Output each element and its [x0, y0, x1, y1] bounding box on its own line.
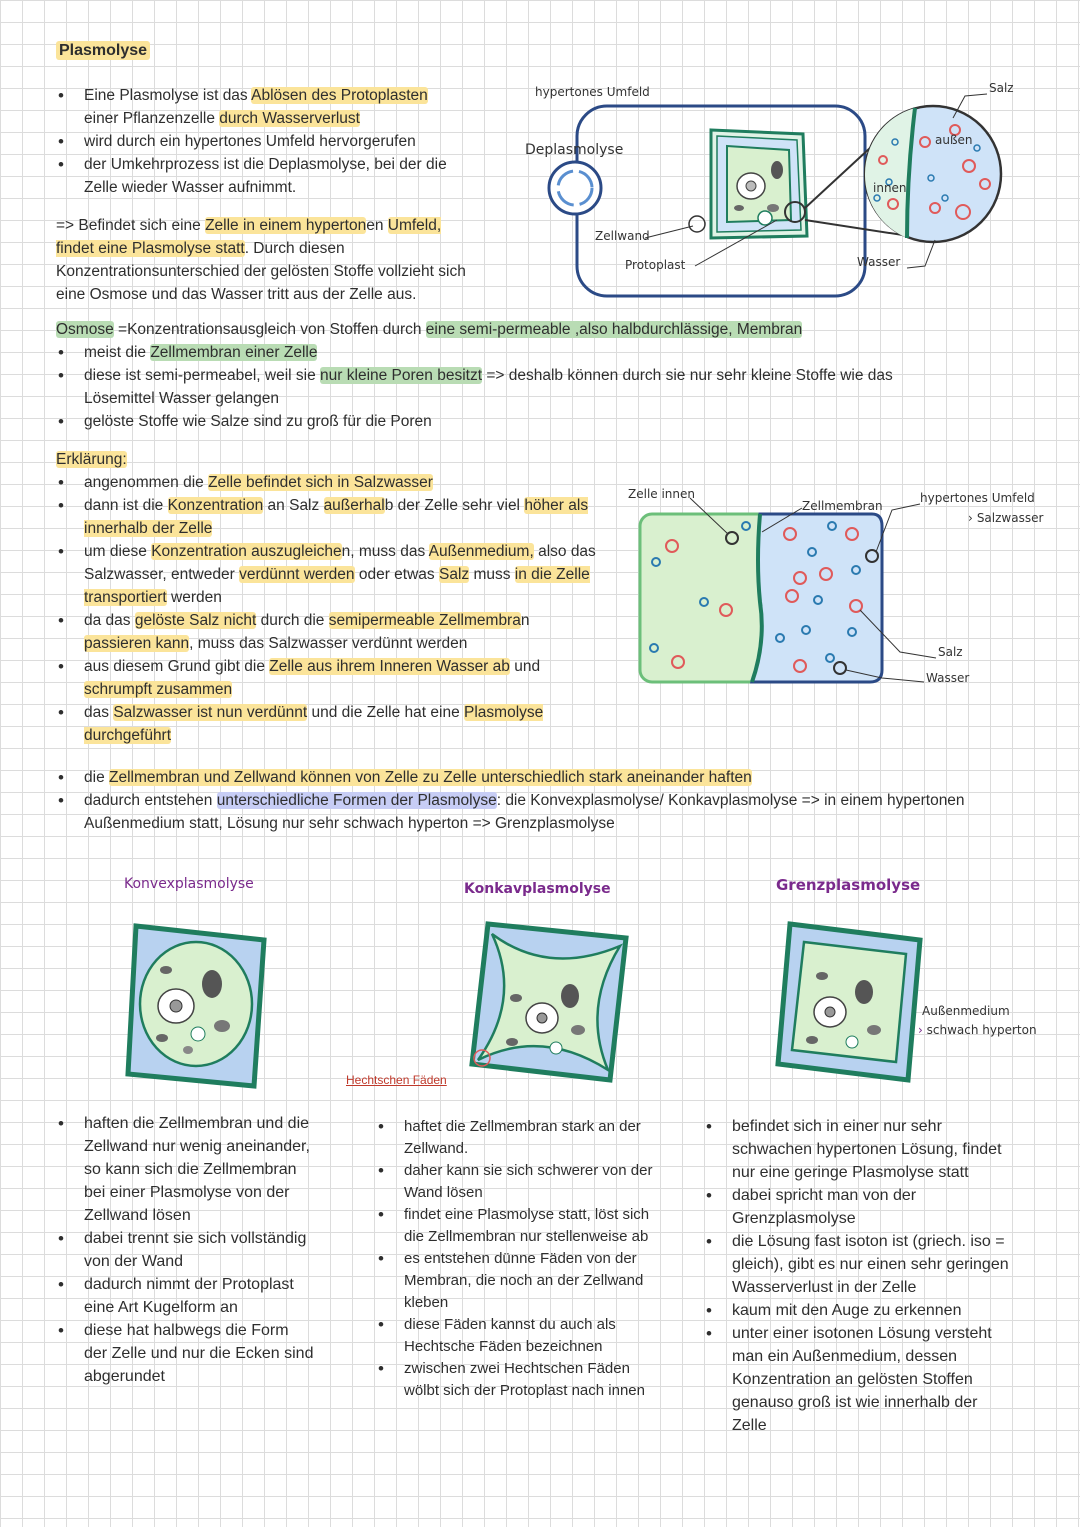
title-grenz: Grenzplasmolyse	[776, 876, 921, 894]
label-protoplast: Protoplast	[625, 258, 686, 272]
label-wasser-2: Wasser	[926, 671, 970, 685]
label-salz: Salz	[989, 81, 1014, 95]
konkav-item: • daher kann sie sich schwerer von der Wand lösen	[376, 1160, 656, 1204]
label-schwach-hyperton: › schwach hyperton	[918, 1023, 1037, 1037]
label-hechtschen-faeden: Hechtschen Fäden	[346, 1073, 447, 1087]
magnified-membrane-view	[865, 106, 1001, 242]
plant-cell	[689, 130, 807, 238]
konkav-item: • diese Fäden kannst du auch als Hechtsche Fäden bezeichnen	[376, 1314, 656, 1358]
konvex-item: • dadurch nimmt der Protoplast eine Art Kugelform an	[56, 1273, 316, 1319]
konvex-cell	[118, 910, 278, 1100]
cycle-arrows-icon	[549, 162, 601, 214]
osmose-item: • meist die Zellmembran einer Zelle	[56, 341, 956, 364]
label-zellmembran: Zellmembran	[802, 499, 883, 513]
erklaerung-item: • da das gelöste Salz nicht durch die semipermeable Zellmembran passieren kann, muss das Salzwasser verdünnt werden	[56, 609, 596, 655]
membrane-diagram	[620, 482, 1060, 692]
title-konkav: Konkavplasmolyse	[464, 881, 611, 897]
osmose-item: • gelöste Stoffe wie Salze sind zu groß für die Poren	[56, 410, 956, 433]
label-zelle-innen: Zelle innen	[628, 487, 696, 501]
intro-item: • der Umkehrprozess ist die Deplasmolyse, bei der die Zelle wieder Wasser aufnimmt.	[56, 153, 456, 199]
intro-conclusion: => Befindet sich eine Zelle in einem hypertonen Umfeld, findet eine Plasmolyse statt. Durch diesen Konzentrationsunterschied der gelösten Stoffe vollzieht sich eine Osmose und das Wasser tritt aus der Zelle aus.	[56, 217, 466, 303]
grenz-cell	[768, 912, 930, 1090]
erklaerung-item: • aus diesem Grund gibt die Zelle aus ihrem Inneren Wasser ab und schrumpft zusammen	[56, 655, 596, 701]
intro-item: • Eine Plasmolyse ist das Ablösen des Protoplasten einer Pflanzenzelle durch Wasserverlust	[56, 84, 456, 130]
grenz-item: • befindet sich in einer nur sehr schwachen hypertonen Lösung, findet nur eine geringe Plasmolyse statt	[704, 1115, 1014, 1184]
chevron-right-icon: ›	[918, 1023, 923, 1037]
label-wasser: Wasser	[857, 255, 901, 269]
erklaerung-item: • angenommen die Zelle befindet sich in Salzwasser	[56, 471, 596, 494]
label-zellwand: Zellwand	[595, 229, 650, 243]
forms-item: • dadurch entstehen unterschiedliche Formen der Plasmolyse: die Konvexplasmolyse/ Konkavplasmolyse => in einem hypertonen Außenmedium statt, Lösung nur sehr schwach hyperton => Grenzplasmolyse	[56, 789, 1016, 835]
label-hypertones-umfeld: hypertones Umfeld	[535, 85, 650, 99]
erklaerung-list	[56, 471, 596, 747]
label-hypertones-umfeld-2: hypertones Umfeld	[920, 491, 1035, 505]
label-aussenmedium: Außenmedium	[922, 1004, 1010, 1018]
osmose-item: • diese ist semi-permeabel, weil sie nur kleine Poren besitzt => deshalb können durch sie nur sehr kleine Stoffe wie das Lösemittel Wasser gelangen	[56, 364, 956, 410]
konkav-item: • zwischen zwei Hechtschen Fäden wölbt sich der Protoplast nach innen	[376, 1358, 656, 1402]
grenz-list	[704, 1115, 1014, 1437]
osmose-definition: Osmose =Konzentrationsausgleich von Stoffen durch eine semi-permeable ,also halbdurchlässige, Membran	[56, 321, 803, 338]
osmose-list	[56, 341, 956, 433]
forms-list	[56, 766, 1016, 835]
intro-item: • wird durch ein hypertones Umfeld hervorgerufen	[56, 130, 456, 153]
konkav-cell	[462, 912, 642, 1090]
grenz-item: • unter einer isotonen Lösung versteht man ein Außenmedium, dessen Konzentration an gelösten Stoffen genauso groß ist wie innerhalb der Zelle	[704, 1322, 1014, 1437]
konkav-list	[376, 1116, 656, 1402]
konkav-item: • es entstehen dünne Fäden von der Membran, die noch an der Zellwand kleben	[376, 1248, 656, 1314]
grenz-item: • kaum mit den Auge zu erkennen	[704, 1299, 1014, 1322]
konvex-item: • dabei trennt sie sich vollständig von der Wand	[56, 1227, 316, 1273]
plasmolysis-diagram-cell	[515, 78, 1065, 310]
label-aussen: außen	[935, 133, 973, 147]
erklaerung-item: • das Salzwasser ist nun verdünnt und die Zelle hat eine Plasmolyse durchgeführt	[56, 701, 596, 747]
label-salz-2: Salz	[938, 645, 963, 659]
erklaerung-title: Erklärung:	[56, 451, 127, 468]
forms-item: • die Zellmembran und Zellwand können von Zelle zu Zelle unterschiedlich stark aneinander haften	[56, 766, 1016, 789]
label-deplasmolyse: Deplasmolyse	[525, 142, 624, 158]
hypertonic-exterior	[752, 514, 882, 682]
konkav-item: • haftet die Zellmembran stark an der Zellwand.	[376, 1116, 656, 1160]
grenz-item: • die Lösung fast isoton ist (griech. iso = gleich), gibt es nur einen sehr geringen Wasserverlust in der Zelle	[704, 1230, 1014, 1299]
grenz-item: • dabei spricht man von der Grenzplasmolyse	[704, 1184, 1014, 1230]
intro-list	[56, 84, 456, 199]
page-title: Plasmolyse	[56, 42, 150, 60]
title-konvex: Konvexplasmolyse	[124, 876, 254, 892]
konvex-list	[56, 1112, 316, 1388]
konvex-item: • haften die Zellmembran und die Zellwand nur wenig aneinander, so kann sich die Zellmembran bei einer Plasmolyse von der Zellwand lösen	[56, 1112, 316, 1227]
label-innen: innen	[873, 181, 907, 195]
erklaerung-item: • dann ist die Konzentration an Salz außerhalb der Zelle sehr viel höher als innerhalb der Zelle	[56, 494, 596, 540]
erklaerung-item: • um diese Konzentration auszugleichen, muss das Außenmedium, also das Salzwasser, entweder verdünnt werden oder etwas Salz muss in die Zelle transportiert werden	[56, 540, 596, 609]
label-salzwasser: › Salzwasser	[968, 511, 1044, 525]
konkav-item: • findet eine Plasmolyse statt, löst sich die Zellmembran nur stellenweise ab	[376, 1204, 656, 1248]
konvex-item: • diese hat halbwegs die Form der Zelle und nur die Ecken sind abgerundet	[56, 1319, 316, 1388]
